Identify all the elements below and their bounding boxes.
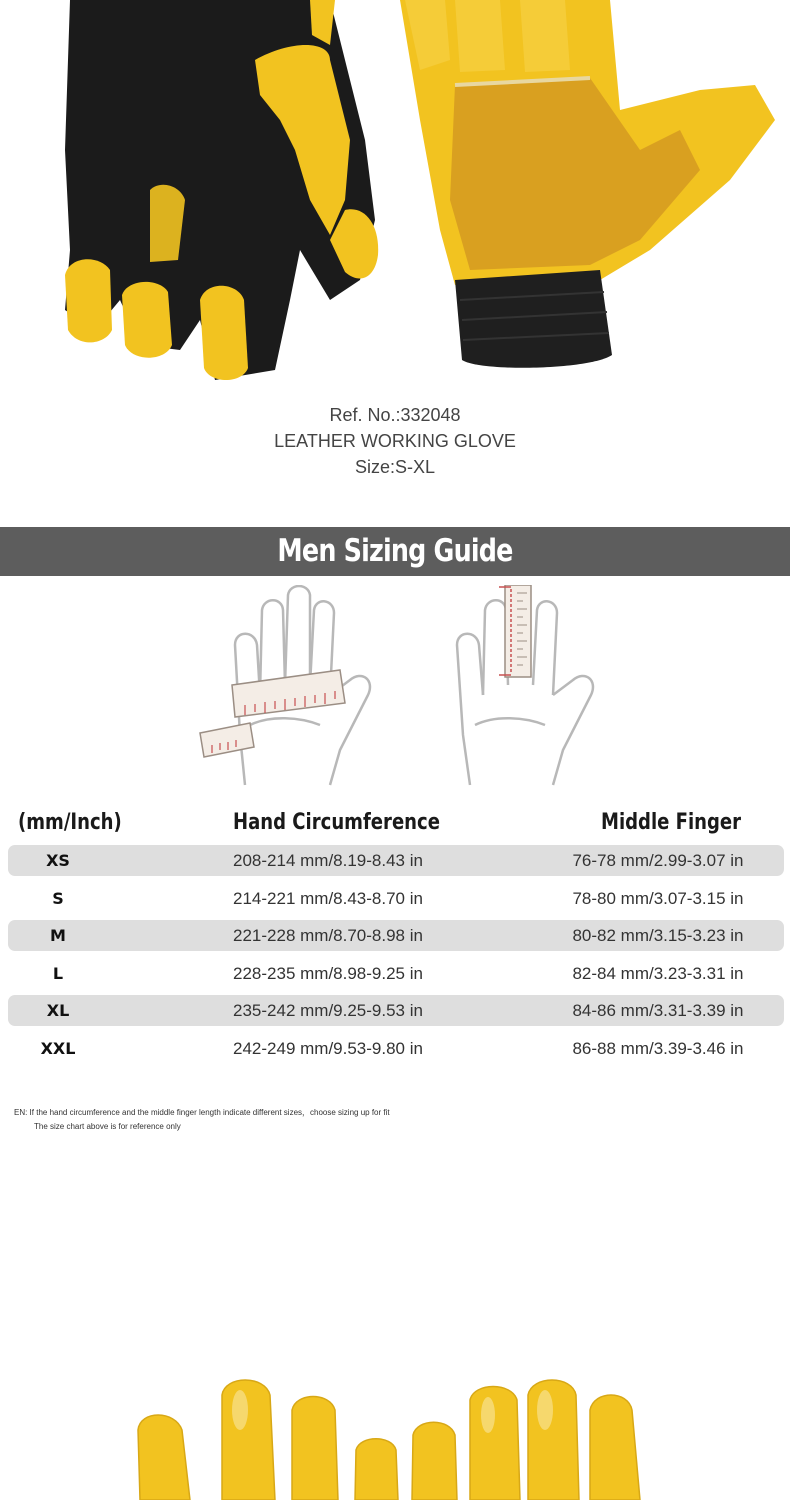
- circumference-value: 214-221 mm/8.43-8.70 in: [233, 889, 423, 908]
- fit-note: EN: If the hand circumference and the middle finger length indicate different sizes，choose sizing up for fit: [14, 1108, 390, 1117]
- circumference-value: 235-242 mm/9.25-9.53 in: [233, 1001, 423, 1020]
- hand-circumference-illustration: [190, 585, 380, 795]
- column-header-unit: (mm/Inch): [18, 810, 122, 835]
- table-row: [8, 958, 784, 989]
- table-row: [8, 920, 784, 951]
- sizing-guide-title: Men Sizing Guide: [277, 533, 513, 569]
- product-ref: Ref. No.:332048: [329, 405, 461, 425]
- table-row: [8, 1033, 784, 1064]
- size-label: XXL: [40, 1039, 76, 1058]
- size-label: XL: [46, 1001, 70, 1020]
- table-row: [8, 995, 784, 1026]
- finger-value: 80-82 mm/3.15-3.23 in: [572, 926, 744, 945]
- finger-value: 84-86 mm/3.31-3.39 in: [572, 1001, 744, 1020]
- circumference-value: 228-235 mm/8.98-9.25 in: [233, 964, 423, 983]
- size-label: M: [50, 926, 66, 945]
- product-name: LEATHER WORKING GLOVE: [274, 431, 516, 451]
- column-header-hand-circumference: Hand Circumference: [233, 810, 440, 835]
- sizing-guide-banner: [0, 527, 790, 576]
- finger-value: 82-84 mm/3.23-3.31 in: [572, 964, 744, 983]
- right-glove-palm: [400, 0, 775, 368]
- column-header-middle-finger: Middle Finger: [601, 810, 742, 835]
- size-label: XS: [46, 851, 70, 870]
- glove-photo-top: [0, 0, 790, 395]
- tape-measure-wrap: [200, 670, 345, 757]
- product-size: Size:S-XL: [354, 457, 436, 477]
- glove-photo-bottom: [0, 1370, 790, 1500]
- table-row: [8, 845, 784, 876]
- finger-value: 76-78 mm/2.99-3.07 in: [572, 851, 744, 870]
- reference-note: The size chart above is for reference only: [34, 1122, 181, 1131]
- size-label: L: [52, 964, 64, 983]
- table-row: [8, 883, 784, 914]
- finger-value: 78-80 mm/3.07-3.15 in: [572, 889, 744, 908]
- size-label: S: [52, 889, 64, 908]
- circumference-value: 221-228 mm/8.70-8.98 in: [233, 926, 423, 945]
- circumference-value: 208-214 mm/8.19-8.43 in: [233, 851, 423, 870]
- middle-finger-illustration: [445, 585, 605, 795]
- ruler: [499, 585, 531, 677]
- product-info: [0, 402, 790, 480]
- finger-value: 86-88 mm/3.39-3.46 in: [572, 1039, 744, 1058]
- left-glove-back: [65, 0, 378, 380]
- circumference-value: 242-249 mm/9.53-9.80 in: [233, 1039, 423, 1058]
